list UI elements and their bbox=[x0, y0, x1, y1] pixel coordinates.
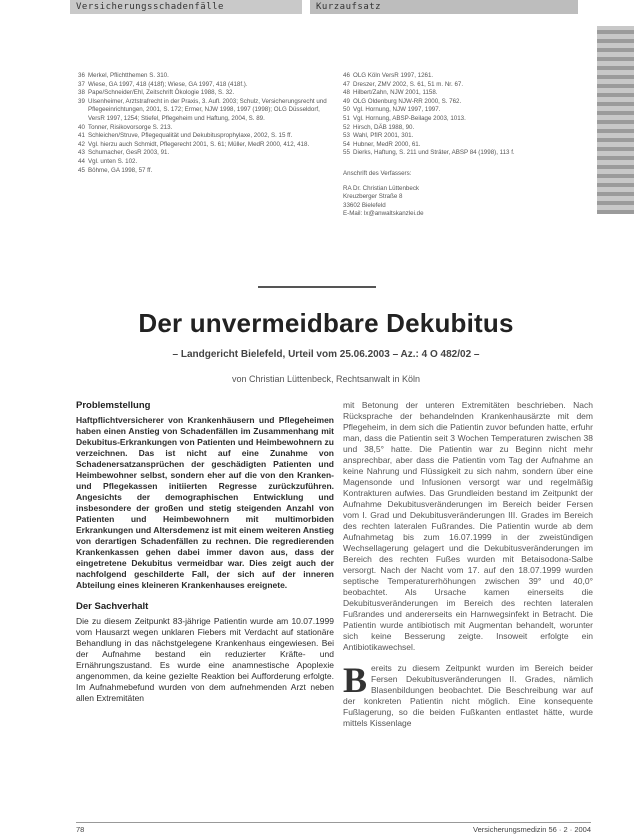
body-paragraph: Die zu diesem Zeitpunkt 83-jährige Patientin wurde am 10.07.1999 vom Hausarzt wegen unklaren Fiebers mit Verdacht auf stationäre Behandlung in das nächstgelegene Krankenhaus eingewiesen. Bei der Aufnahme bestand ein reduzierter Kräfte- und Ernährungszustand. Es wurde eine anamnestische Apoplexie angenommen, da keine gezielte Reaktion bei Aufforderung erfolgte. Im Aufnahmebefund wurden von dem aufnehmenden Arzt neben allen Extremitäten bbox=[76, 616, 334, 703]
footnote: 51 Vgl. Hornung, ABSP-Beilage 2003, 1013. bbox=[343, 114, 466, 122]
body-text: ereits zu diesem Zeitpunkt wurden im Bereich beider Fersen Dekubitusveränderungen II. Grades, nämlich Blasenbildungen beobachtet. Die Beschreibung war auf der konkreten Patientin nicht möglich. Eine konsequente Fußlagerung, so die beiden Fußkanten entlastet hätte, wurde mittels Kissenlage bbox=[343, 663, 593, 728]
footnote: 54 Hubner, MedR 2000, 61. bbox=[343, 140, 421, 148]
body-column-right bbox=[343, 400, 593, 739]
footnote: 38 Pape/Schneider/Ehl, Zeitschrift Ökologie 1988, S. 32. bbox=[78, 89, 235, 97]
section-heading: Der Sachverhalt bbox=[76, 601, 149, 612]
footnote: 46 OLG Köln VersR 1997, 1261. bbox=[343, 72, 434, 79]
footnote: 36 Merkel, Pflichtthemen S. 310. bbox=[78, 72, 169, 79]
footnote: 50 Vgl. Hornung, NJW 1997, 1997. bbox=[343, 106, 441, 114]
article-subtitle: – Landgericht Bielefeld, Urteil vom 25.06.2003 – Az.: 4 O 482/02 – bbox=[172, 349, 480, 360]
page-footer bbox=[76, 822, 591, 835]
author-email: E-Mail: lx@anwaltskanzlei.de bbox=[343, 210, 424, 218]
footnote: 45 Böhme, GA 1998, 57 ff. bbox=[78, 166, 153, 174]
footnote: 55 Dierks, Haftung, S. 211 und Sträter, ABSP 84 (1998), 113 f. bbox=[343, 149, 515, 157]
footnotes-right bbox=[343, 72, 591, 219]
footnote: 48 Hilbert/Zahn, NJW 2001, 1158. bbox=[343, 89, 438, 97]
footnote: 42 Vgl. hierzu auch Schmidt, Pflegerecht 2001, S. 61; Müller, MedR 2000, 412, 418. bbox=[78, 140, 310, 148]
author-line: RA Dr. Christian Lüttenbeck bbox=[343, 184, 420, 192]
footnote: 53 Wahl, PfIR 2001, 301. bbox=[343, 132, 414, 140]
section-heading: Problemstellung bbox=[76, 400, 151, 411]
footnote: 40 Tonner, Risikovorsorge S. 213. bbox=[78, 123, 173, 131]
article-byline: von Christian Lüttenbeck, Rechtsanwalt in Köln bbox=[231, 374, 421, 384]
lead-paragraph: Haftpflichtversicherer von Krankenhäusern und Pflegeheimen haben einen Anstieg von Schadenfällen im Zusammenhang mit Dekubitus-Erkrankungen von Patienten und Heimbewohnern zu verzeichnen. Das ist nicht auf eine Zunahme von Schadenersatzansprüchen der geschädigten Patienten und Heimbewohner selbst, sondern eher auf die von den Kranken- und Pflegekassen initiierten Regresse zurückzuführen. Angesichts der demographischen Entwicklung und insbesondere der großen und stetig steigenden Anzahl von Patienten und Heimbewohnern mit multimorbiden Erkrankungen und Altersdemenz ist mit einem weiteren Anstieg von derartigen Schadenfällen zu rechnen. Die regredierenden Krankenkassen gehen dabei immer davon aus, dass der eingetretene Dekubitus vermeidbar war. Dies zeigt auch der nachfolgend geschilderte Fall, der sich auf der inneren Abteilung eines kleineren Krankenhauses ereignete. bbox=[76, 415, 334, 590]
header-section-left: Versicherungsschadenfälle bbox=[70, 0, 302, 14]
author-caption: Anschrift des Verfassers: bbox=[343, 169, 412, 177]
body-paragraph: mit Betonung der unteren Extremitäten beschrieben. Nach Rücksprache der behandelnden Krankenhausärzte mit dem Pflegeheim, in dem sich die Patientin zuvor befunden hatte, erfuhr man, dass die Patientin seit 3 Wochen Temperaturen zwischen 38 und 38,5° hatte. Die Patientin war zu Beginn nicht mehr ansprechbar, aber dass die Patientin vom Tag der Aufnahme an keine Nahrung und Flüssigkeit zu sich nahm, sondern über eine Magensonde und Infusionen versorgt war und regelmäßig Kontrakturen aufwies. Das Grundleiden bestand im Zeitpunkt der Aufnahme Dekubitusveränderungen im Bereich beider Fersen vom I. Grad und Dekubitusveränderungen III. Grades im Bereich des rechten lateralen Fußrandes. Die Patientin wurde ab dem Aufnahmetag bis zum 16.07.1999 in der zweistündigen Wechsellagerung gelagert und die Dekubitusveränderungen im Bereich des rechten Fußes wurden mit Betaisodona-Salbe versorgt. Nach der Nacht vom 17. auf den 18.07.1999 wurden septische Temperaturerhöhungen zwischen 39° und 40,0° beobachtet. Als Ursache kamen einerseits die Dekubitusveränderungen im Bereich des rechten lateralen Fußrandes und andererseits ein Harnwegsinfekt in Betracht. Die Patientin wurde antibiotisch mit Augmentan behandelt, worunter sich keine Besserung zeigte. Insoweit erfolgte ein Antibiotikawechsel. bbox=[343, 400, 593, 652]
section-divider bbox=[258, 286, 376, 288]
footnote: 47 Dreszer, ZMV 2002, S. 61, 51 m. Nr. 67. bbox=[343, 80, 464, 88]
author-address bbox=[343, 170, 591, 219]
author-line: 33602 Bielefeld bbox=[343, 201, 386, 209]
page-number: 78 bbox=[76, 825, 85, 834]
footnote: 39 Ulsenheimer, Arztstrafrecht in der Praxis, 3. Aufl. 2003; Schulz, Versicherungsrecht und Pflegeeinrichtungen, 2001, S. 172; Ermer, NJW 1998, 1997 (1998); OLG Düsseldorf, VersR 1997, 1254; Stiefel, Pflegeheim und Haftung, 2004, S. 89. bbox=[78, 97, 327, 122]
footnotes-left bbox=[78, 72, 330, 175]
journal-reference: Versicherungsmedizin 56 · 2 · 2004 bbox=[473, 825, 591, 834]
edge-color-bar bbox=[597, 26, 634, 214]
footnote: 52 Hirsch, DÄB 1988, 90. bbox=[343, 123, 415, 131]
drop-cap: B bbox=[343, 660, 368, 700]
footnote: 41 Schleichen/Struve, Pflegequalität und Dekubitusprophylaxe, 2002, S. 15 ff. bbox=[78, 132, 293, 140]
footnote: 44 Vgl. unten S. 102. bbox=[78, 157, 138, 165]
article-title: Der unvermeidbare Dekubitus bbox=[138, 308, 514, 338]
footnote: 37 Wiese, GA 1997, 418 (418f); Wiese, GA 1997, 418 (418f.). bbox=[78, 80, 248, 88]
body-column-left bbox=[76, 400, 334, 714]
author-line: Kreuzberger Straße 8 bbox=[343, 193, 403, 201]
body-paragraph bbox=[343, 660, 593, 729]
footnote: 49 OLG Oldenburg NJW-RR 2000, S. 762. bbox=[343, 97, 462, 105]
header-section-right: Kurzaufsatz bbox=[310, 0, 578, 14]
running-header bbox=[70, 0, 582, 14]
footnote: 43 Schumacher, GesR 2003, 91. bbox=[78, 149, 170, 157]
